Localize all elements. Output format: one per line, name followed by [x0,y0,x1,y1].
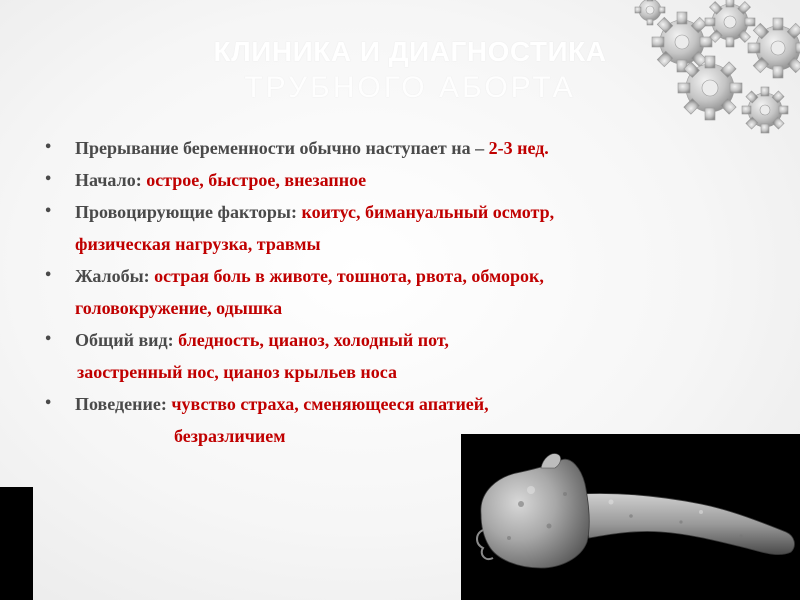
bullet-label: Прерывание беременности обычно наступает на – [75,138,489,158]
bullet-dot-icon: • [44,332,53,347]
slide-title [180,34,640,106]
bullet-label: Общий вид: [75,330,179,350]
bullet-value: бледность, цианоз, холодный пот, [178,330,449,350]
title-line-1: КЛИНИКА И ДИАГНОСТИКА [213,36,607,67]
bullet-label: Начало: [75,170,147,190]
bullet-continuation: физическая нагрузка, травмы [75,234,321,254]
title-line-2: ТРУБНОГО АБОРТА [244,71,576,104]
bullet-item [44,324,724,356]
bullet-item [44,260,724,292]
bullet-dot-icon: • [44,268,53,283]
bullet-value: коитус, бимануальный осмотр, [301,202,555,222]
bullet-label: Провоцирующие факторы: [75,202,302,222]
bullet-dot-icon: • [44,172,53,187]
bullet-dot-icon: • [44,204,53,219]
bullet-value: 2-3 нед. [488,138,549,158]
bullet-value: острая боль в животе, тошнота, рвота, обморок, [154,266,544,286]
bullet-continuation: безразличием [174,426,286,446]
bullet-label: Поведение: [75,394,172,414]
gears-icon [630,0,800,140]
bullet-dot-icon: • [44,396,53,411]
black-bar [0,487,33,600]
bullet-label: Жалобы: [75,266,155,286]
bullet-dot-icon: • [44,140,53,155]
bullet-item [44,196,724,228]
specimen-image [461,434,800,600]
bullet-item [44,164,724,196]
bullet-continuation: заостренный нос, цианоз крыльев носа [77,362,398,382]
specimen-photo [461,434,800,600]
bullet-item [44,388,724,420]
bullet-value: острое, быстрое, внезапное [146,170,367,190]
bullet-item [44,132,724,164]
bullet-list [44,132,724,452]
bullet-value: чувство страха, сменяющееся апатией, [171,394,489,414]
bullet-continuation: головокружение, одышка [75,298,283,318]
